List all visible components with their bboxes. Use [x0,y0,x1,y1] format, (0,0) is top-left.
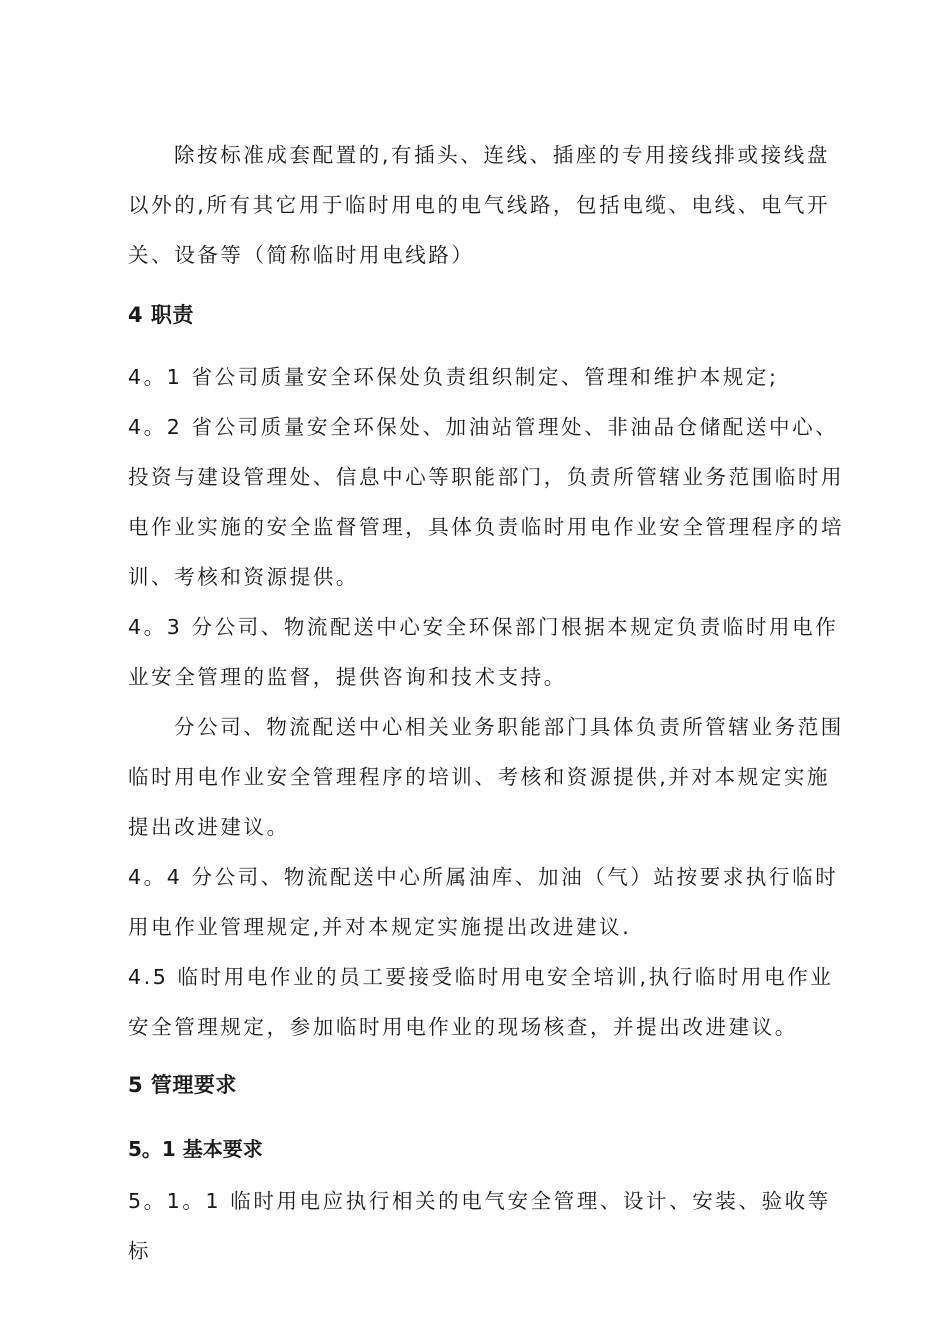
section-4-item-5: 4.5 临时用电作业的员工要接受临时用电安全培训,执行临时用电作业安全管理规定，参加临时用电作业的现场核查，并提出改进建议。 [128,965,834,1039]
section-5-1-heading: 5。1 基本要求 [128,1137,263,1161]
section-4-item-3-detail: 分公司、物流配送中心相关业务职能部门具体负责所管辖业务范围临时用电作业安全管理程序的培训、考核和资源提供,并对本规定实施提出改进建议。 [128,715,844,839]
section-4-item-1: 4。1 省公司质量安全环保处负责组织制定、管理和维护本规定; [128,365,779,389]
section-5-heading: 5 管理要求 [128,1073,237,1097]
section-4-item-2: 4。2 省公司质量安全环保处、加油站管理处、非油品仓储配送中心、投资与建设管理处、信息中心等职能部门，负责所管辖业务范围临时用电作业实施的安全监督管理，具体负责临时用电作业安全管理程序的培训、考核和资源提供。 [128,415,845,589]
section-4-item-3: 4。3 分公司、物流配送中心安全环保部门根据本规定负责临时用电作业安全管理的监督，提供咨询和技术支持。 [128,615,839,689]
intro-paragraph: 除按标准成套配置的,有插头、连线、插座的专用接线排或接线盘以外的,所有其它用于临时用电的电气线路，包括电缆、电线、电气开关、设备等（简称临时用电线路） [128,143,831,267]
section-5-item-1: 5。1。1 临时用电应执行相关的电气安全管理、设计、安装、验收等标 [128,1189,831,1263]
section-4-heading: 4 职责 [128,303,194,327]
section-4-item-4: 4。4 分公司、物流配送中心所属油库、加油（气）站按要求执行临时用电作业管理规定,并对本规定实施提出改进建议. [128,865,839,939]
